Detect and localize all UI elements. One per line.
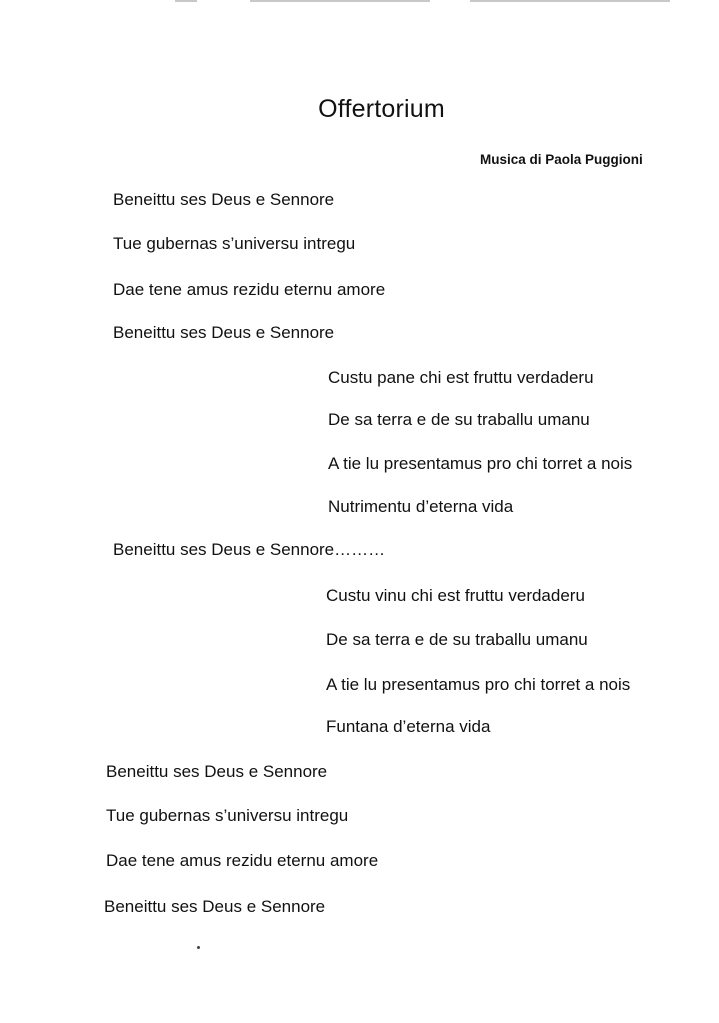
lyric-line: A tie lu presentamus pro chi torret a nois bbox=[326, 675, 631, 694]
lyric-line: De sa terra e de su traballu umanu bbox=[328, 410, 590, 429]
lyric-line: Dae tene amus rezidu eternu amore bbox=[113, 280, 386, 299]
lyric-line: Beneittu ses Deus e Sennore bbox=[113, 190, 335, 209]
lyric-line: Tue gubernas s’universu intregu bbox=[106, 806, 349, 825]
lyric-line: Tue gubernas s’universu intregu bbox=[113, 234, 356, 253]
lyric-line: Funtana d’eterna vida bbox=[326, 717, 491, 736]
scan-edge-mark bbox=[470, 0, 670, 2]
lyric-line: Beneittu ses Deus e Sennore bbox=[113, 323, 335, 342]
lyric-line: A tie lu presentamus pro chi torret a nois bbox=[328, 454, 633, 473]
lyric-line: Dae tene amus rezidu eternu amore bbox=[106, 851, 379, 870]
lyric-line: Beneittu ses Deus e Sennore bbox=[106, 762, 328, 781]
lyric-line: Nutrimentu d’eterna vida bbox=[328, 497, 514, 516]
lyric-line: Beneittu ses Deus e Sennore……… bbox=[113, 540, 386, 559]
lyric-line: Beneittu ses Deus e Sennore bbox=[104, 897, 326, 916]
music-credit: Musica di Paola Puggioni bbox=[480, 152, 643, 167]
scan-speck bbox=[197, 946, 200, 949]
lyric-line: De sa terra e de su traballu umanu bbox=[326, 630, 588, 649]
lyric-line: Custu pane chi est fruttu verdaderu bbox=[328, 368, 594, 387]
lyric-line: Custu vinu chi est fruttu verdaderu bbox=[326, 586, 585, 605]
scan-edge-mark bbox=[175, 0, 197, 2]
scan-edge-mark bbox=[250, 0, 430, 2]
page-title: Offertorium bbox=[318, 95, 445, 123]
